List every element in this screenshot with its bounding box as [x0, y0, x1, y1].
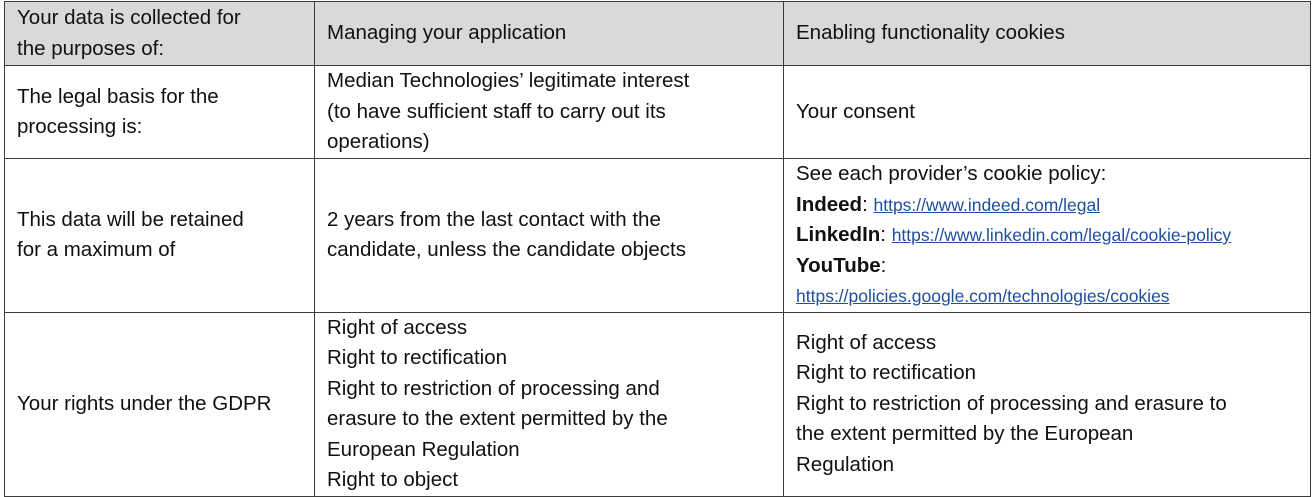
rights-application-line-4: erasure to the extent permitted by the — [327, 407, 668, 430]
rights-label-text: Your rights under the GDPR — [17, 391, 272, 415]
rights-application-line-2: Right to rectification — [327, 346, 508, 369]
provider-indeed-name: Indeed — [796, 192, 863, 216]
legal-basis-application-line-2: (to have sufficient staff to carry out its — [327, 99, 666, 123]
legal-basis-application-line-3: operations) — [327, 130, 430, 154]
rights-row — [5, 312, 1311, 496]
retention-label-line-1: This data will be retained — [17, 207, 244, 231]
linkedin-policy-link[interactable]: https://www.linkedin.com/legal/cookie-policy — [891, 225, 1232, 245]
header-label-line-2: the purposes of: — [17, 36, 165, 60]
provider-youtube-sep: : — [880, 253, 887, 277]
legal-basis-row — [5, 66, 1311, 159]
youtube-policy-link[interactable]: https://policies.google.com/technologies/cookies — [796, 286, 1170, 306]
header-label-cell — [5, 2, 315, 66]
rights-cookies-line-5: Regulation — [796, 452, 895, 476]
provider-linkedin — [796, 220, 1298, 251]
provider-youtube-name: YouTube — [796, 253, 881, 277]
indeed-policy-link[interactable]: https://www.indeed.com/legal — [873, 194, 1101, 215]
header-purpose-cookies — [784, 2, 1311, 66]
rights-application-line-6: Right to object — [327, 468, 459, 491]
rights-cookies-cell — [784, 312, 1311, 496]
rights-cookies-line-2: Right to rectification — [796, 361, 977, 385]
retention-row — [5, 159, 1311, 313]
header-purpose-cookies-text: Enabling functionality cookies — [796, 21, 1065, 45]
provider-indeed-sep: : — [862, 192, 874, 216]
rights-cookies-line-4: the extent permitted by the European — [796, 422, 1134, 446]
header-purpose-application-text: Managing your application — [327, 21, 567, 45]
rights-cookies-line-3: Right to restriction of processing and erasure to — [796, 391, 1227, 415]
legal-basis-label-line-2: processing is: — [17, 115, 143, 138]
retention-label-cell — [5, 159, 315, 313]
retention-label-line-2: for a maximum of — [17, 238, 176, 262]
provider-indeed — [796, 190, 1298, 221]
gdpr-data-table — [4, 1, 1311, 497]
legal-basis-label-cell — [5, 66, 315, 159]
rights-label-cell — [5, 312, 315, 496]
retention-application-line-2: candidate, unless the candidate objects — [327, 238, 687, 262]
header-label-line-1: Your data is collected for — [17, 6, 241, 29]
rights-application-line-3: Right to restriction of processing and — [327, 376, 660, 400]
provider-youtube — [796, 251, 1298, 282]
rights-application-line-1: Right of access — [327, 315, 468, 339]
retention-application-cell — [315, 159, 784, 313]
legal-basis-cookies-text: Your consent — [796, 99, 915, 123]
rights-application-cell — [315, 312, 784, 496]
rights-cookies-line-1: Right of access — [796, 330, 937, 354]
cookie-policy-intro: See each provider’s cookie policy: — [796, 162, 1107, 185]
header-purpose-application — [315, 2, 784, 66]
header-row — [5, 2, 1311, 66]
retention-cookies-cell — [784, 159, 1311, 313]
provider-linkedin-name: LinkedIn — [796, 223, 881, 246]
provider-linkedin-sep: : — [880, 223, 892, 246]
provider-youtube-link-line — [796, 281, 1298, 312]
legal-basis-application-cell — [315, 66, 784, 159]
legal-basis-cookies-cell — [784, 66, 1311, 159]
rights-application-line-5: European Regulation — [327, 437, 520, 461]
legal-basis-label-line-1: The legal basis for the — [17, 84, 219, 108]
legal-basis-application-line-1: Median Technologies’ legitimate interest — [327, 69, 690, 93]
retention-application-line-1: 2 years from the last contact with the — [327, 207, 661, 231]
